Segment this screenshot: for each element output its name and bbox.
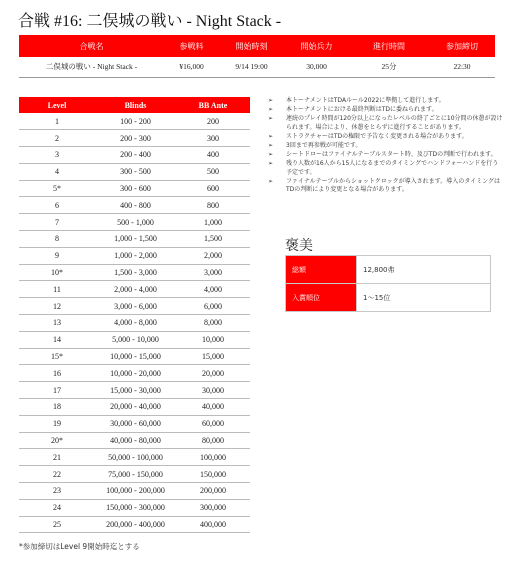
level-cell: 23	[19, 483, 95, 500]
blinds-cell: 5,000 - 10,000	[95, 331, 176, 348]
arrow-bullet-icon: ➢	[268, 160, 274, 168]
bb-ante-cell: 300,000	[176, 499, 250, 516]
header-level-duration: 進行時間	[349, 35, 429, 57]
blind-level-row	[19, 415, 250, 432]
level-duration: 25分	[349, 57, 429, 77]
blind-level-row	[19, 466, 250, 483]
rule-item	[268, 178, 503, 195]
bb-ante-cell: 200	[176, 113, 250, 130]
header-entry-fee: 参戦料	[164, 35, 219, 57]
rule-text: ストラクチャーはTDの権限で予告なく変更される場合があります。	[286, 132, 468, 140]
header-battle-name: 合戦名	[19, 35, 164, 57]
blind-level-row	[19, 516, 250, 533]
blind-level-row	[19, 247, 250, 264]
level-cell: 12	[19, 298, 95, 315]
blinds-cell: 15,000 - 30,000	[95, 382, 176, 399]
bb-ante-cell: 10,000	[176, 331, 250, 348]
battle-name: 二俣城の戦い - Night Stack -	[19, 57, 164, 77]
arrow-bullet-icon: ➢	[268, 132, 274, 140]
blinds-cell: 100 - 200	[95, 113, 176, 130]
level-cell: 17	[19, 382, 95, 399]
prize-places-value: 1～15位	[357, 284, 491, 312]
registration-deadline: 22:30	[429, 57, 495, 77]
blind-level-row	[19, 449, 250, 466]
summary-header-row	[19, 35, 495, 57]
blinds-cell: 100,000 - 200,000	[95, 483, 176, 500]
bb-ante-cell: 8,000	[176, 315, 250, 332]
rule-item	[268, 142, 503, 151]
header-bb-ante: BB Ante	[176, 97, 250, 113]
page-title: 合戦 #16: 二俣城の戦い - Night Stack -	[18, 13, 282, 30]
footnote: *参加締切はLevel 9開始時迄とする	[19, 542, 140, 551]
blind-level-row	[19, 264, 250, 281]
rule-text: シートドローはファイナルテーブルスタート時、及びTDの判断で行われます。	[286, 151, 497, 159]
arrow-bullet-icon: ➢	[268, 151, 274, 159]
blind-level-row	[19, 163, 250, 180]
rule-text: 本トーナメントにおける最終判断はTDに委ねられます。	[286, 106, 438, 114]
blind-level-row	[19, 180, 250, 197]
bb-ante-cell: 2,000	[176, 247, 250, 264]
blind-level-row	[19, 130, 250, 147]
level-cell: 19	[19, 415, 95, 432]
rule-text: 残り人数が16人から15人になるまでのタイミングでハンドフォーハンドを行う予定です。	[286, 160, 499, 176]
rule-text: ファイナルテーブルからショットクロックが導入されます。導入のタイミングはTDの判断により変更となる場合があります。	[286, 177, 500, 194]
bb-ante-cell: 100,000	[176, 449, 250, 466]
prize-row-places	[286, 284, 491, 312]
header-start-time: 開始時刻	[219, 35, 284, 57]
rule-item	[268, 133, 503, 142]
level-cell: 24	[19, 499, 95, 516]
level-cell: 20*	[19, 432, 95, 449]
tournament-summary-table	[19, 35, 495, 78]
bb-ante-cell: 4,000	[176, 281, 250, 298]
blind-level-row	[19, 399, 250, 416]
level-cell: 11	[19, 281, 95, 298]
arrow-bullet-icon: ➢	[268, 177, 274, 185]
bb-ante-cell: 500	[176, 163, 250, 180]
level-cell: 25	[19, 516, 95, 533]
arrow-bullet-icon: ➢	[268, 141, 274, 149]
header-starting-stack: 開始兵力	[284, 35, 349, 57]
blind-level-row	[19, 315, 250, 332]
level-cell: 22	[19, 466, 95, 483]
blind-structure-table	[19, 97, 250, 533]
bb-ante-cell: 40,000	[176, 399, 250, 416]
blinds-cell: 50,000 - 100,000	[95, 449, 176, 466]
blind-level-row	[19, 298, 250, 315]
blind-level-row	[19, 147, 250, 164]
blinds-cell: 4,000 - 8,000	[95, 315, 176, 332]
blinds-cell: 10,000 - 20,000	[95, 365, 176, 382]
blind-level-row	[19, 365, 250, 382]
level-cell: 18	[19, 399, 95, 416]
level-cell: 21	[19, 449, 95, 466]
bb-ante-cell: 6,000	[176, 298, 250, 315]
bb-ante-cell: 20,000	[176, 365, 250, 382]
blinds-cell: 500 - 1,000	[95, 214, 176, 231]
rules-list	[268, 97, 503, 196]
rule-item	[268, 106, 503, 115]
blind-level-row	[19, 483, 250, 500]
prize-total-label: 総額	[286, 256, 357, 284]
bb-ante-cell: 600	[176, 180, 250, 197]
rule-item	[268, 97, 503, 106]
prize-total-value: 12,800弗	[357, 256, 491, 284]
blinds-cell: 300 - 600	[95, 180, 176, 197]
blinds-cell: 75,000 - 150,000	[95, 466, 176, 483]
blind-level-row	[19, 197, 250, 214]
bb-ante-cell: 80,000	[176, 432, 250, 449]
blinds-cell: 10,000 - 15,000	[95, 348, 176, 365]
level-cell: 14	[19, 331, 95, 348]
header-registration-deadline: 参加締切	[429, 35, 495, 57]
blinds-header-row	[19, 97, 250, 113]
bb-ante-cell: 30,000	[176, 382, 250, 399]
blind-level-row	[19, 348, 250, 365]
blinds-cell: 200,000 - 400,000	[95, 516, 176, 533]
level-cell: 1	[19, 113, 95, 130]
blind-level-row	[19, 499, 250, 516]
prize-places-label: 入賞順位	[286, 284, 357, 312]
arrow-bullet-icon: ➢	[268, 115, 274, 123]
blinds-cell: 1,500 - 3,000	[95, 264, 176, 281]
bb-ante-cell: 15,000	[176, 348, 250, 365]
bb-ante-cell: 200,000	[176, 483, 250, 500]
rule-item	[268, 115, 503, 132]
header-level: Level	[19, 97, 95, 113]
blinds-cell: 3,000 - 6,000	[95, 298, 176, 315]
level-cell: 10*	[19, 264, 95, 281]
blinds-cell: 20,000 - 40,000	[95, 399, 176, 416]
blind-level-row	[19, 231, 250, 248]
blind-level-row	[19, 281, 250, 298]
level-cell: 16	[19, 365, 95, 382]
blinds-cell: 200 - 300	[95, 130, 176, 147]
rule-item	[268, 160, 503, 177]
blinds-cell: 400 - 800	[95, 197, 176, 214]
blinds-cell: 150,000 - 300,000	[95, 499, 176, 516]
starting-stack: 30,000	[284, 57, 349, 77]
bb-ante-cell: 150,000	[176, 466, 250, 483]
rule-item	[268, 151, 503, 160]
level-cell: 2	[19, 130, 95, 147]
blind-level-row	[19, 331, 250, 348]
blinds-cell: 300 - 500	[95, 163, 176, 180]
level-cell: 8	[19, 231, 95, 248]
blinds-cell: 1,000 - 1,500	[95, 231, 176, 248]
rule-text: 本トーナメントはTDAルール2022に準拠して進行します。	[286, 97, 445, 104]
arrow-bullet-icon: ➢	[268, 97, 274, 104]
blinds-body	[19, 113, 250, 533]
rule-text: 連続のプレイ時間が120分以上になったレベルの終了ごとに10分間の休憩が設けられます。場合により、休憩をとらずに進行することがあります。	[286, 115, 503, 131]
header-blinds: Blinds	[95, 97, 176, 113]
entry-fee: ¥16,000	[164, 57, 219, 77]
level-cell: 3	[19, 147, 95, 164]
blinds-cell: 200 - 400	[95, 147, 176, 164]
blinds-cell: 1,000 - 2,000	[95, 247, 176, 264]
blinds-cell: 2,000 - 4,000	[95, 281, 176, 298]
blind-level-row	[19, 113, 250, 130]
level-cell: 7	[19, 214, 95, 231]
summary-data-row	[19, 57, 495, 77]
bb-ante-cell: 400,000	[176, 516, 250, 533]
blind-level-row	[19, 432, 250, 449]
level-cell: 6	[19, 197, 95, 214]
level-cell: 15*	[19, 348, 95, 365]
level-cell: 9	[19, 247, 95, 264]
blinds-cell: 30,000 - 60,000	[95, 415, 176, 432]
bb-ante-cell: 400	[176, 147, 250, 164]
bb-ante-cell: 1,000	[176, 214, 250, 231]
bb-ante-cell: 800	[176, 197, 250, 214]
rule-text: 3回まで再参戦が可能です。	[286, 141, 362, 149]
prize-row-total	[286, 256, 491, 284]
bb-ante-cell: 1,500	[176, 231, 250, 248]
bb-ante-cell: 3,000	[176, 264, 250, 281]
bb-ante-cell: 300	[176, 130, 250, 147]
prize-table	[285, 255, 491, 312]
bb-ante-cell: 60,000	[176, 415, 250, 432]
level-cell: 13	[19, 315, 95, 332]
blind-level-row	[19, 214, 250, 231]
blinds-cell: 40,000 - 80,000	[95, 432, 176, 449]
level-cell: 4	[19, 163, 95, 180]
prize-title: 褒美	[285, 238, 313, 254]
start-time: 9/14 19:00	[219, 57, 284, 77]
level-cell: 5*	[19, 180, 95, 197]
arrow-bullet-icon: ➢	[268, 106, 274, 114]
blind-level-row	[19, 382, 250, 399]
